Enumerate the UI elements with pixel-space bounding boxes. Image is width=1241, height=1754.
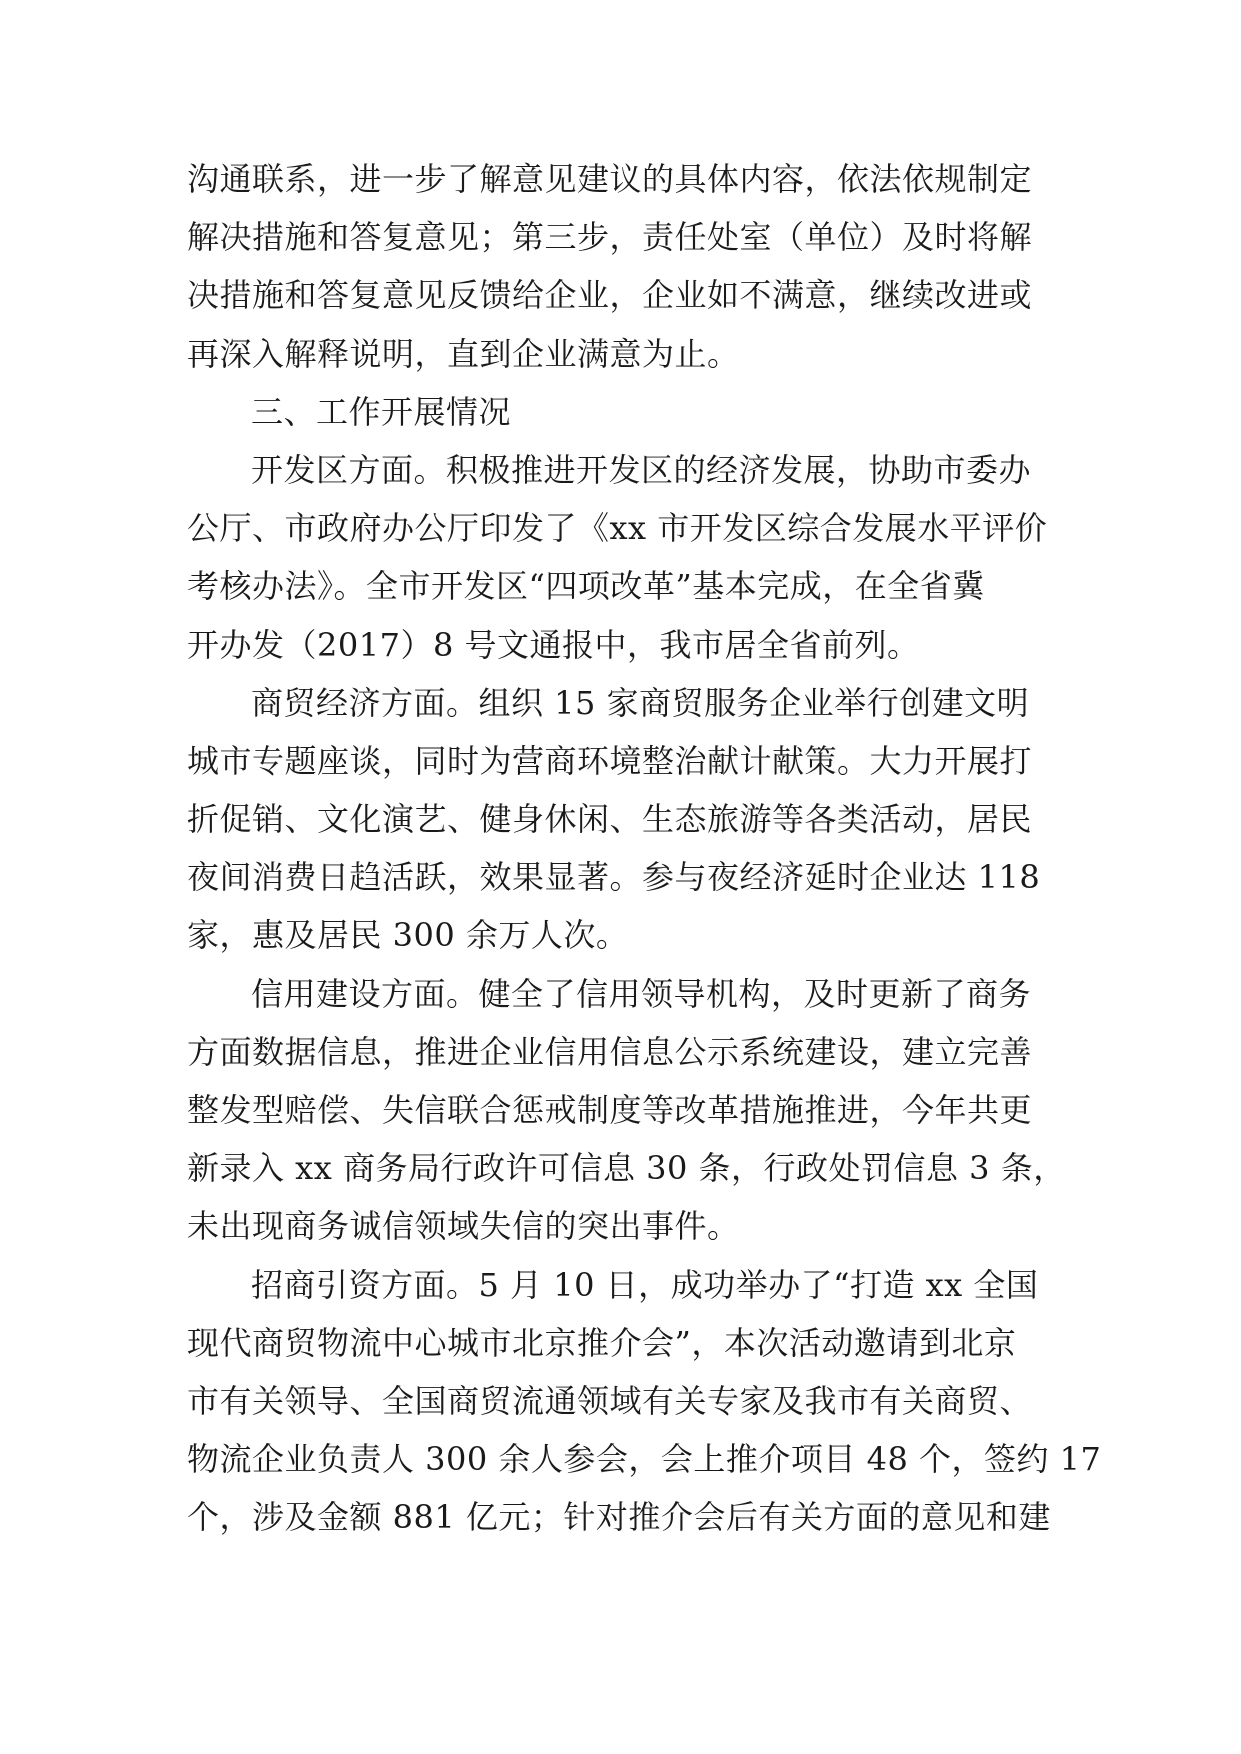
text-line: 市有关领导、全国商贸流通领域有关专家及我市有关商贸、 [187,1381,1033,1420]
text-line: 城市专题座谈，同时为营商环境整治献计献策。大力开展打 [187,741,1033,780]
text-line: 现代商贸物流中心城市北京推介会”，本次活动邀请到北京 [187,1323,1017,1362]
text-line: 沟通联系，进一步了解意见建议的具体内容，依法依规制定 [187,160,1033,198]
text-line: 夜间消费日趋活跃，效果显著。参与夜经济延时企业达 118 [187,858,1041,897]
document-body [187,150,1102,1547]
text-line: 开办发（2017）8 号文通报中，我市居全省前列。 [187,625,920,664]
paragraph-first-line: 开发区方面。积极推进开发区的经济发展，协助市委办 [251,450,1032,489]
text-line: 个，涉及金额 881 亿元；针对推介会后有关方面的意见和建 [187,1498,1051,1537]
text-line: 物流企业负责人 300 余人参会，会上推介项目 48 个，签约 17 [187,1440,1102,1479]
section-heading: 三、工作开展情况 [251,392,512,431]
text-line: 折促销、文化演艺、健身休闲、生态旅游等各类活动，居民 [187,800,1033,839]
paragraph-first-line: 信用建设方面。健全了信用领导机构，及时更新了商务 [251,974,1032,1013]
paragraph-first-line: 商贸经济方面。组织 15 家商贸服务企业举行创建文明 [251,683,1030,722]
text-line: 整发型赔偿、失信联合惩戒制度等改革措施推进，今年共更 [187,1091,1033,1129]
text-line: 公厅、市政府办公厅印发了《xx 市开发区综合发展水平评价 [187,509,1048,548]
text-line: 未出现商务诚信领域失信的突出事件。 [187,1207,740,1246]
text-line: 决措施和答复意见反馈给企业，企业如不满意，继续改进或 [187,276,1033,315]
text-line: 家，惠及居民 300 余万人次。 [187,916,629,955]
text-line: 解决措施和答复意见；第三步，责任处室（单位）及时将解 [187,218,1033,257]
text-line: 新录入 xx 商务局行政许可信息 30 条，行政处罚信息 3 条， [187,1149,1066,1188]
text-line: 再深入解释说明，直到企业满意为止。 [187,334,740,373]
text-line: 考核办法》。全市开发区“四项改革”基本完成，在全省冀 [187,567,985,606]
text-line: 方面数据信息，推进企业信用信息公示系统建设，建立完善 [187,1032,1033,1071]
paragraph-first-line: 招商引资方面。5 月 10 日，成功举办了“打造 xx 全国 [251,1265,1039,1304]
